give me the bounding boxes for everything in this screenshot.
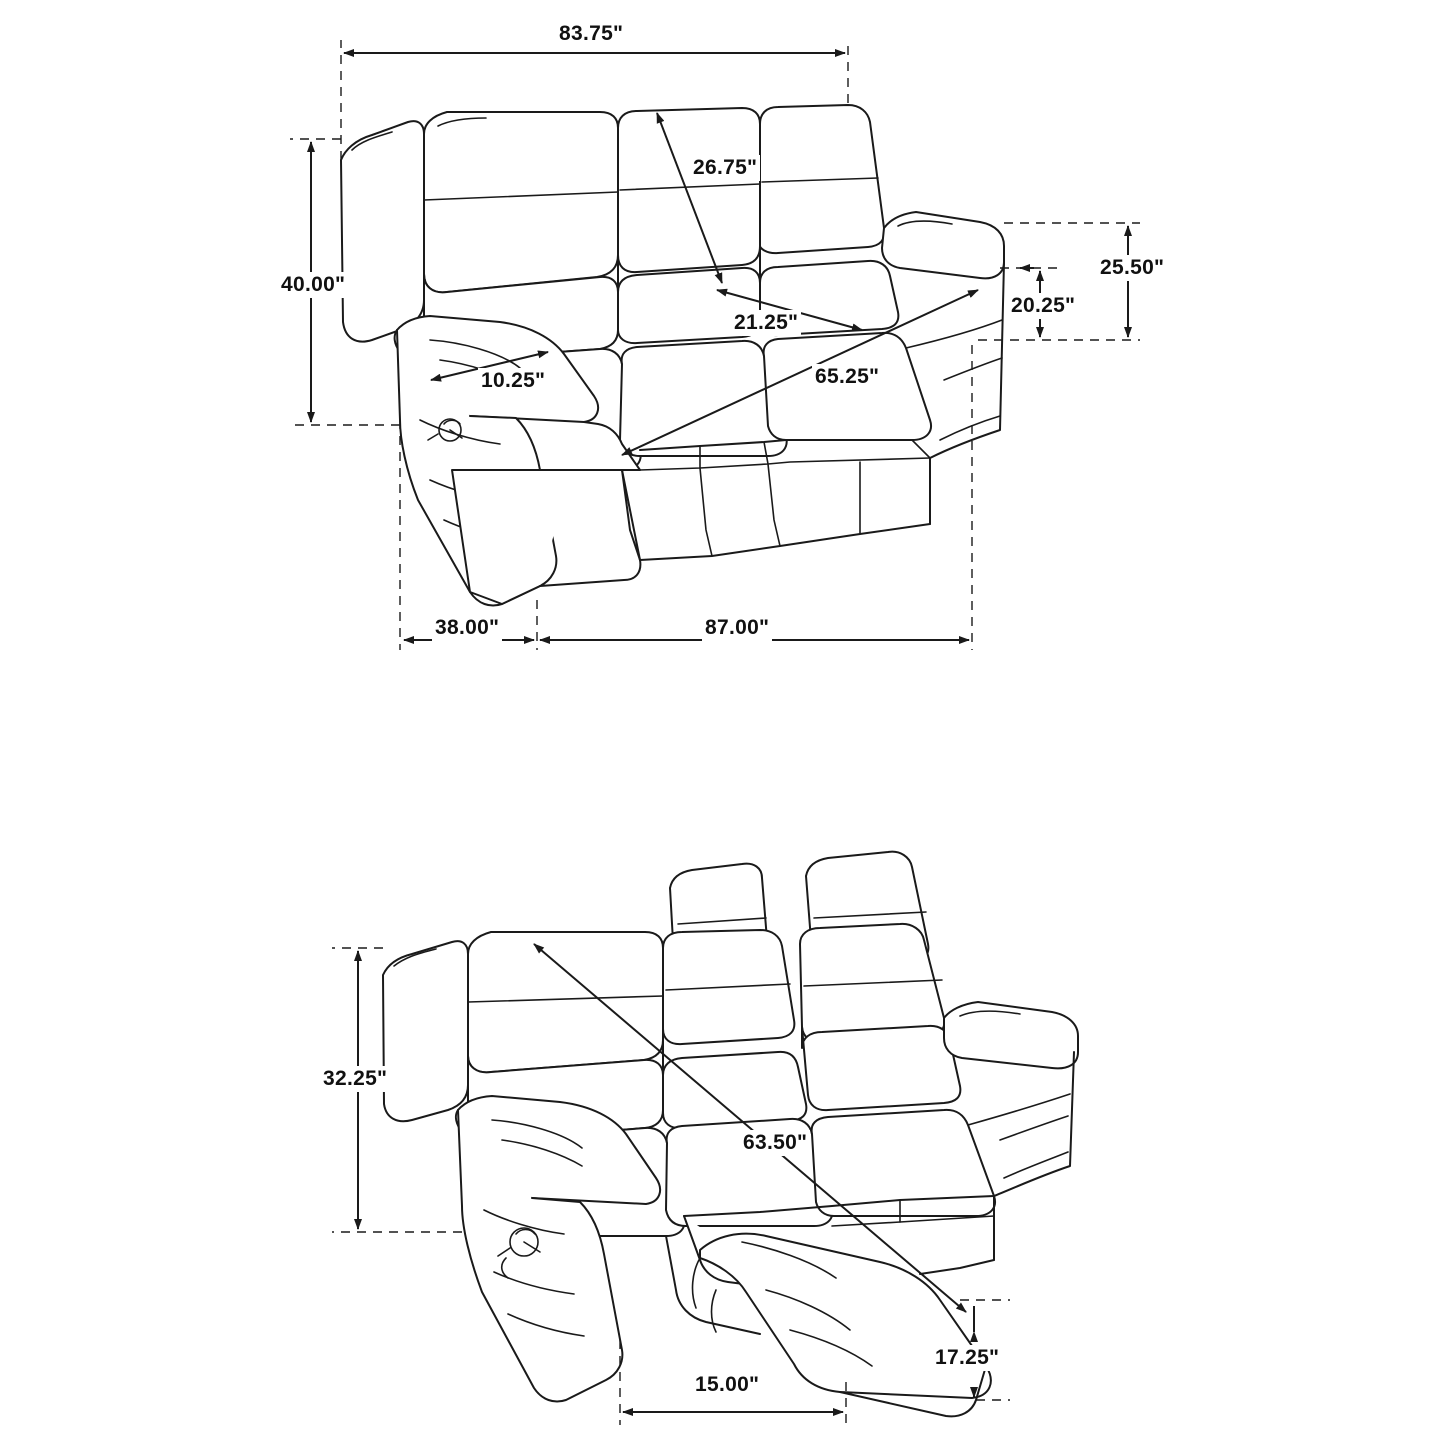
dim-seat-depth-diagonal: 21.25" — [731, 310, 801, 336]
dim-back-height-diagonal: 26.75" — [690, 155, 760, 181]
sofa-upright-illustration — [341, 105, 1004, 606]
dim-arm-width: 10.25" — [478, 368, 548, 394]
dim-overall-width: 83.75" — [556, 21, 626, 47]
dim-reclined-depth: 63.50" — [740, 1130, 810, 1156]
dim-footrest-height: 17.25" — [932, 1345, 1002, 1371]
dim-seat-back-height: 25.50" — [1097, 255, 1167, 281]
dim-reclined-height: 32.25" — [320, 1066, 390, 1092]
dim-overall-height: 40.00" — [278, 272, 348, 298]
dim-depth-left: 38.00" — [432, 615, 502, 641]
dim-depth-right: 87.00" — [702, 615, 772, 641]
dim-footrest-extension: 15.00" — [692, 1372, 762, 1398]
dim-seat-height: 20.25" — [1008, 293, 1078, 319]
dim-seat-width: 65.25" — [812, 364, 882, 390]
